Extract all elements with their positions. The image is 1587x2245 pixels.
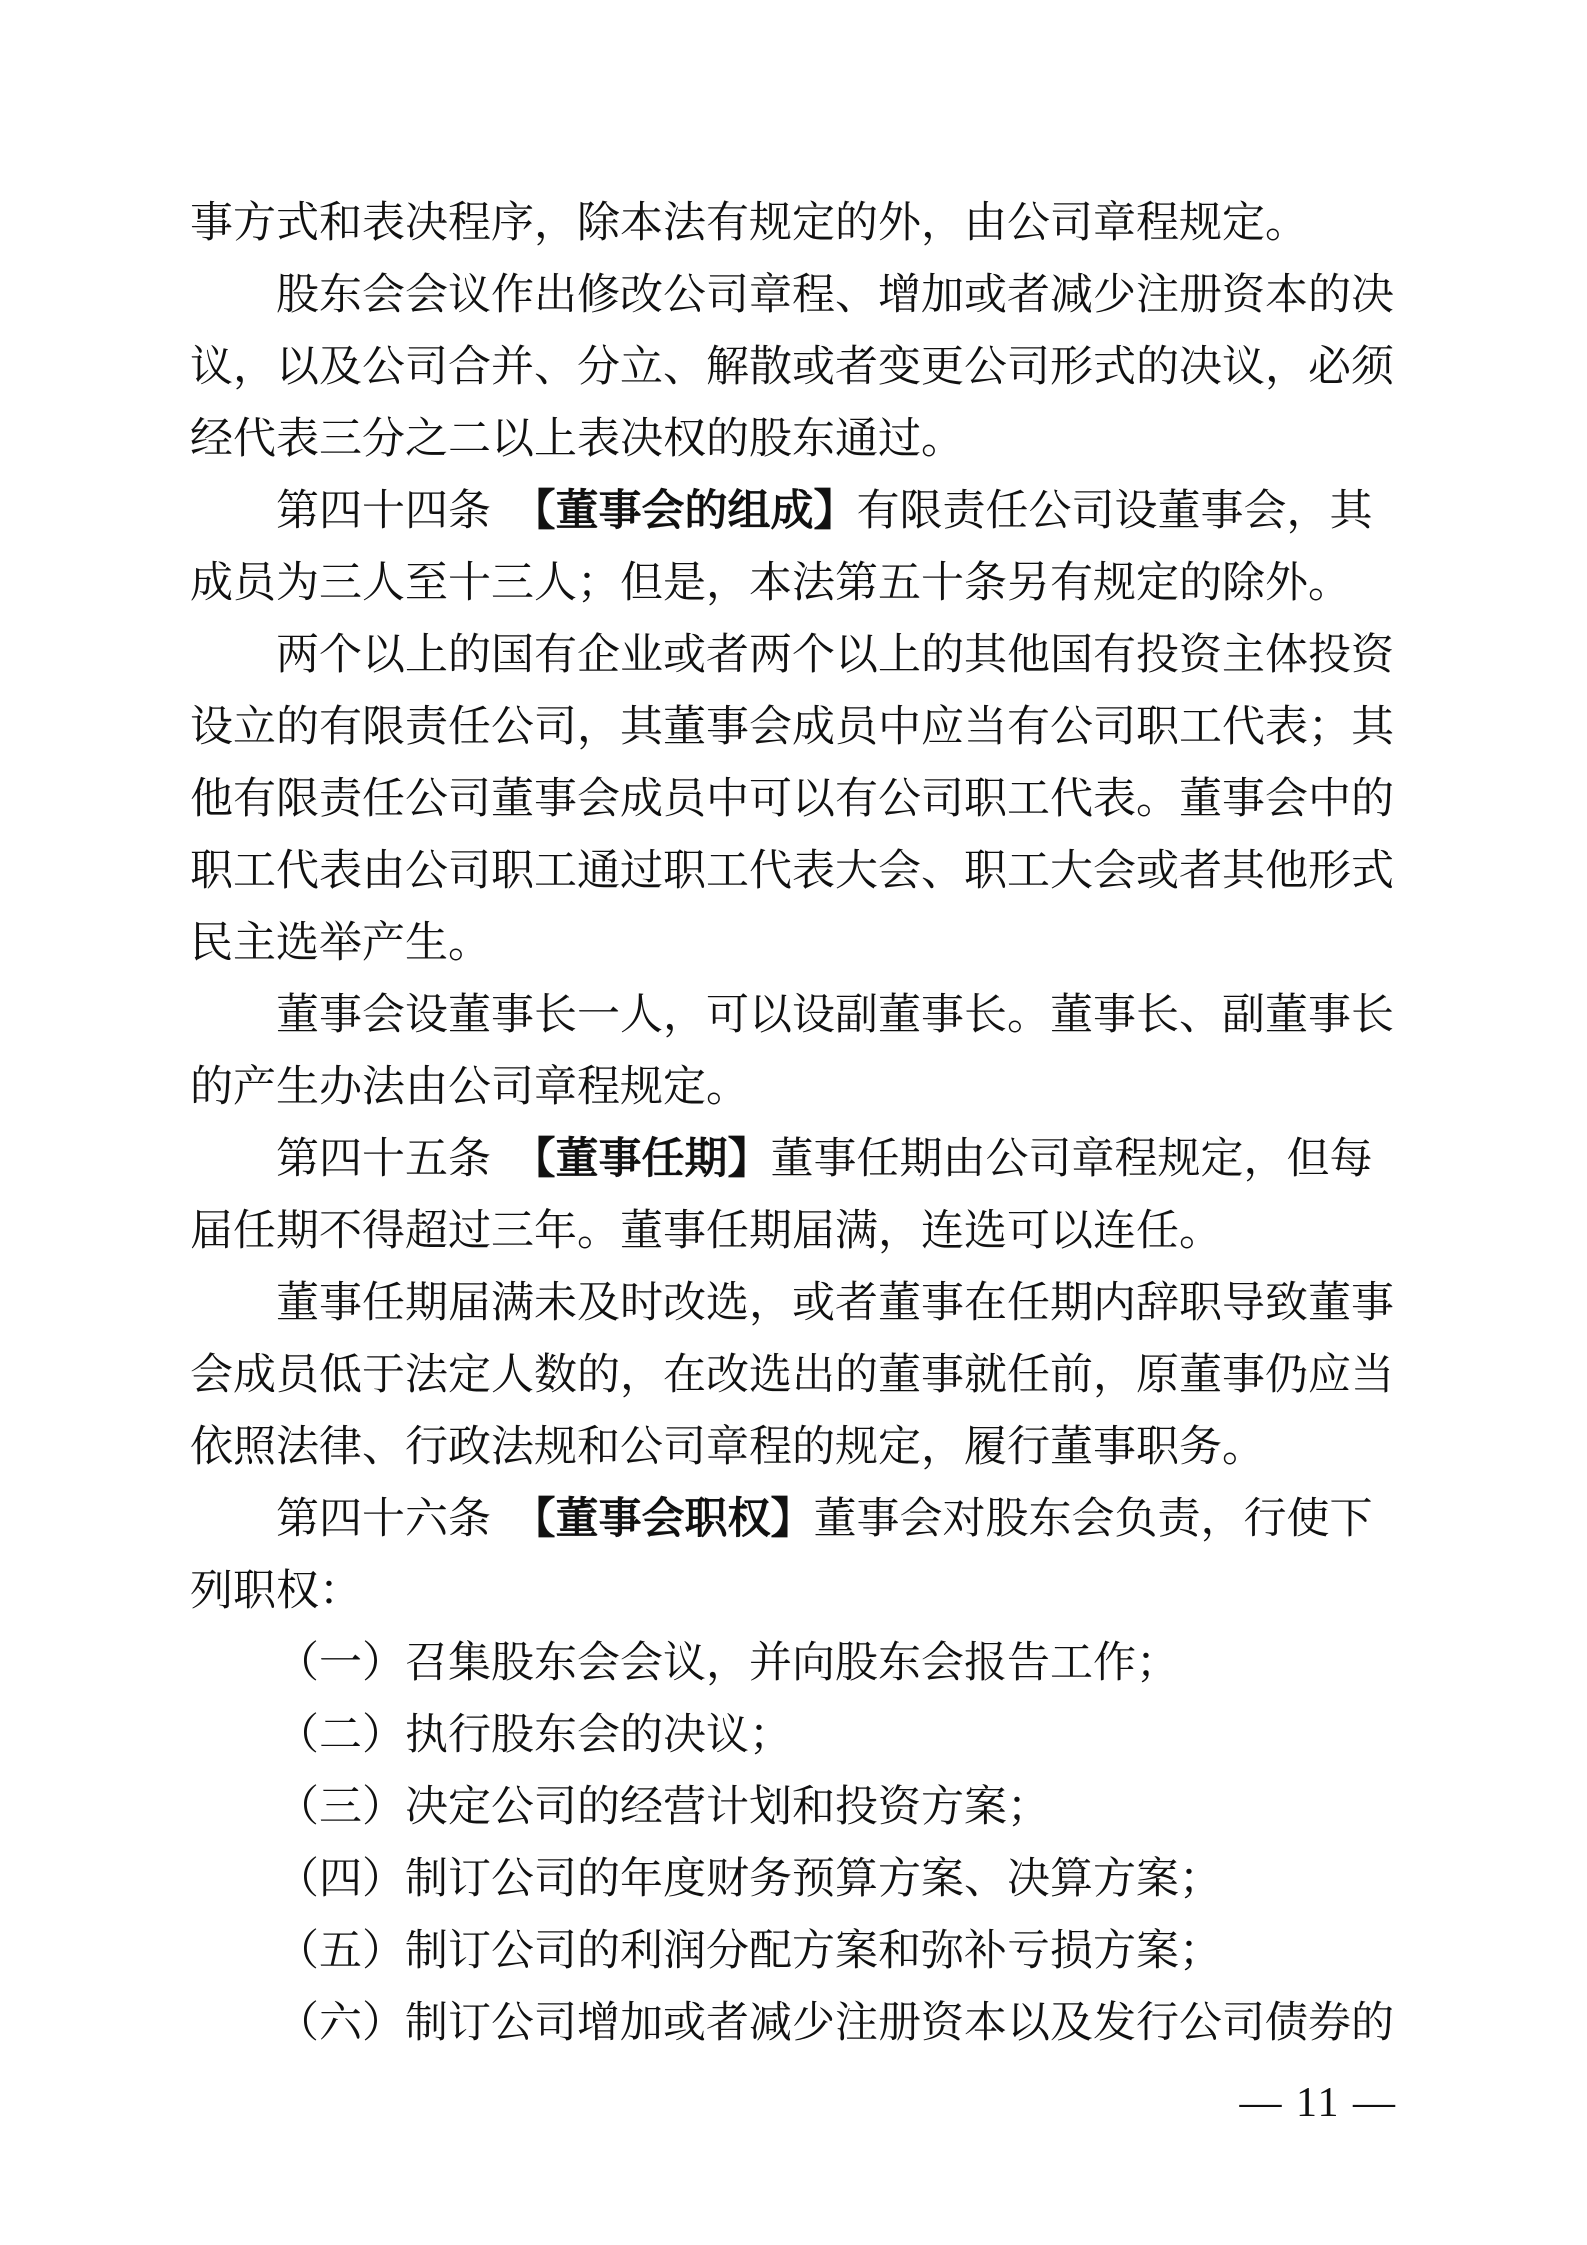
text-segment: 依照法律、行政法规和公司章程的规定，履行董事职务。	[190, 1424, 1265, 1471]
text-line	[190, 620, 1410, 692]
text-line	[190, 1844, 1410, 1916]
text-line	[190, 1700, 1410, 1772]
text-line	[190, 548, 1410, 620]
text-line	[190, 1628, 1410, 1700]
text-segment: （一）召集股东会会议，并向股东会报告工作；	[276, 1640, 1179, 1687]
text-segment: 设立的有限责任公司，其董事会成员中应当有公司职工代表；其	[190, 704, 1394, 751]
text-line	[190, 332, 1410, 404]
text-segment: 经代表三分之二以上表决权的股东通过。	[190, 416, 964, 463]
text-segment: 的产生办法由公司章程规定。	[190, 1064, 749, 1111]
article-tag: 【董事任期】	[534, 1136, 771, 1183]
text-segment: 有限责任公司设董事会，其	[856, 488, 1373, 535]
article-tag: 【董事会职权】	[534, 1496, 814, 1543]
text-segment: 议，以及公司合并、分立、解散或者变更公司形式的决议，必须	[190, 344, 1394, 391]
text-segment: 民主选举产生。	[190, 920, 491, 967]
document-body	[190, 188, 1410, 2060]
text-line	[190, 476, 1410, 548]
text-line	[190, 1052, 1410, 1124]
text-segment: 第四十六条	[276, 1496, 534, 1543]
text-line	[190, 1484, 1410, 1556]
text-line	[190, 188, 1410, 260]
text-line	[190, 1556, 1410, 1628]
text-line	[190, 1772, 1410, 1844]
text-line	[190, 1412, 1410, 1484]
text-segment: 职工代表由公司职工通过职工代表大会、职工大会或者其他形式	[190, 848, 1394, 895]
text-segment: 股东会会议作出修改公司章程、增加或者减少注册资本的决	[276, 272, 1394, 319]
text-segment: 两个以上的国有企业或者两个以上的其他国有投资主体投资	[276, 632, 1394, 679]
text-line	[190, 1124, 1410, 1196]
text-line	[190, 404, 1410, 476]
text-segment: 成员为三人至十三人；但是，本法第五十条另有规定的除外。	[190, 560, 1351, 607]
text-segment: （六）制订公司增加或者减少注册资本以及发行公司债券的	[276, 2000, 1394, 2047]
text-line	[190, 908, 1410, 980]
text-segment: 董事会对股东会负责，行使下	[813, 1496, 1373, 1543]
text-line	[190, 1340, 1410, 1412]
text-line	[190, 1268, 1410, 1340]
text-segment: 第四十五条	[276, 1136, 534, 1183]
text-segment: 会成员低于法定人数的，在改选出的董事就任前，原董事仍应当	[190, 1352, 1394, 1399]
text-line	[190, 764, 1410, 836]
page-number: — 11 —	[1239, 2080, 1397, 2126]
text-segment: 他有限责任公司董事会成员中可以有公司职工代表。董事会中的	[190, 776, 1394, 823]
text-segment: 董事任期届满未及时改选，或者董事在任期内辞职导致董事	[276, 1280, 1394, 1327]
text-line	[190, 692, 1410, 764]
article-tag: 【董事会的组成】	[534, 488, 857, 535]
text-segment: （四）制订公司的年度财务预算方案、决算方案；	[276, 1856, 1222, 1903]
text-segment: 列职权：	[190, 1568, 362, 1615]
text-line	[190, 260, 1410, 332]
text-segment: （五）制订公司的利润分配方案和弥补亏损方案；	[276, 1928, 1222, 1975]
text-line	[190, 1988, 1410, 2060]
text-segment: （三）决定公司的经营计划和投资方案；	[276, 1784, 1050, 1831]
text-segment: 事方式和表决程序，除本法有规定的外，由公司章程规定。	[190, 200, 1308, 247]
text-segment: 董事会设董事长一人，可以设副董事长。董事长、副董事长	[276, 992, 1394, 1039]
text-line	[190, 836, 1410, 908]
text-line	[190, 1196, 1410, 1268]
text-segment: 届任期不得超过三年。董事任期届满，连选可以连任。	[190, 1208, 1222, 1255]
text-segment: 董事任期由公司章程规定，但每	[770, 1136, 1373, 1183]
text-line	[190, 1916, 1410, 1988]
text-segment: （二）执行股东会的决议；	[276, 1712, 792, 1759]
text-line	[190, 980, 1410, 1052]
text-segment: 第四十四条	[276, 488, 534, 535]
